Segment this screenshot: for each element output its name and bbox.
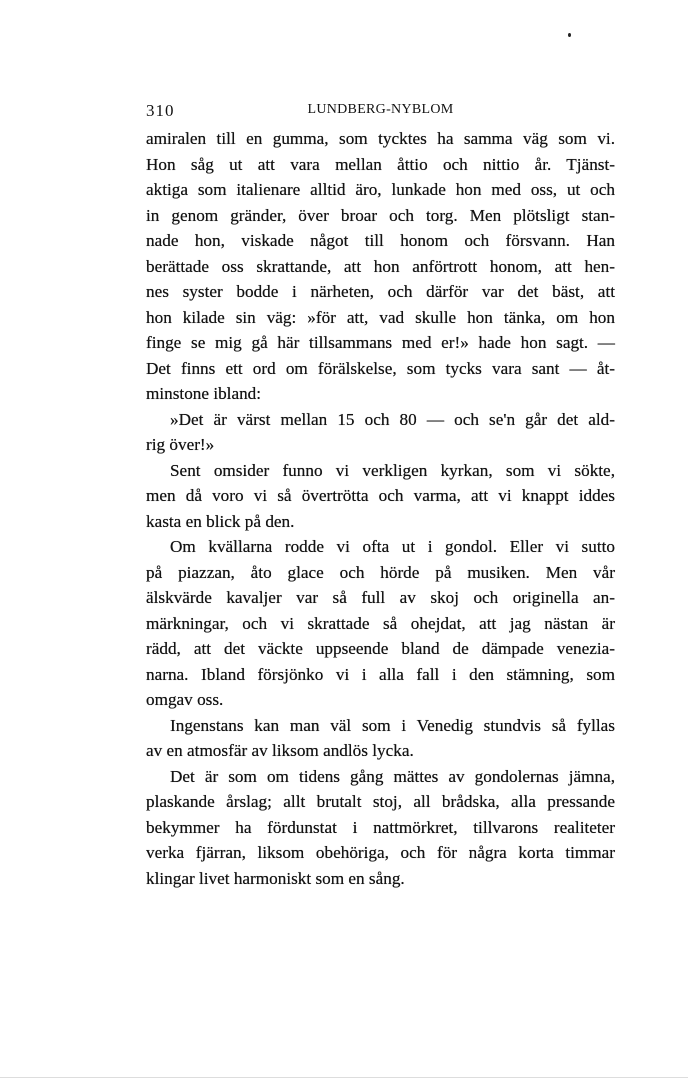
text-line: Det finns ett ord om förälskelse, som tycks vara sant — åt-	[146, 358, 615, 378]
text-line: älskvärde kavaljer var så full av skoj och originella an-	[146, 588, 615, 607]
text-line: omgav oss.	[146, 690, 224, 709]
text-line: hon kilade sin väg: »för att, vad skulle hon tänka, om hon	[146, 307, 615, 327]
text-line: amiralen till en gumma, som tycktes ha samma väg som vi.	[146, 129, 615, 148]
text-line: narna. Ibland försjönko vi i alla fall i den stämning, som	[146, 664, 615, 684]
text-line: bekymmer ha fördunstat i nattmörkret, tillvarons realiteter	[146, 817, 615, 837]
text-line: Om kvällarna rodde vi ofta ut i gondol. Eller vi sutto	[170, 537, 615, 556]
text-line: rädd, att det väckte uppseende bland de dämpade venezia-	[146, 639, 615, 658]
scan-speck	[568, 33, 571, 37]
text-line: in genom gränder, över broar och torg. Men plötsligt stan-	[146, 205, 615, 225]
text-line: klingar livet harmoniskt som en sång.	[146, 868, 405, 888]
text-line: kasta en blick på den.	[146, 511, 295, 531]
text-line: nes syster bodde i närheten, och därför var det bäst, att	[146, 282, 615, 301]
text-line: berättade oss skrattande, att hon anförtrott honom, att hen-	[146, 256, 615, 276]
text-line: av en atmosfär av liksom andlös lycka.	[146, 741, 414, 760]
text-line: verka fjärran, liksom obehöriga, och för några korta timmar	[146, 843, 615, 862]
page-number: 310	[146, 101, 175, 120]
text-line: Sent omsider funno vi verkligen kyrkan, som vi sökte,	[170, 460, 615, 480]
text-line: »Det är värst mellan 15 och 80 — och se'n går det ald-	[170, 409, 615, 429]
text-line: Hon såg ut att vara mellan åttio och nittio år. Tjänst-	[146, 154, 615, 174]
running-head: LUNDBERG-NYBLOM	[307, 102, 454, 117]
text-line: aktiga som italienare alltid äro, lunkade hon med oss, ut och	[146, 180, 615, 199]
text-line: plaskande årslag; allt brutalt stoj, all brådska, alla pressande	[146, 792, 615, 811]
text-line: märkningar, och vi skrattade så ohejdat, att jag nästan är	[146, 613, 615, 633]
text-line: Ingenstans kan man väl som i Venedig stundvis så fyllas	[170, 715, 615, 735]
text-line: minstone ibland:	[146, 384, 262, 403]
text-line: nade hon, viskade något till honom och försvann. Han	[146, 231, 615, 250]
body-text	[146, 126, 615, 891]
text-line: rig över!»	[146, 435, 215, 454]
page-header	[146, 101, 615, 125]
scan-edge-line	[0, 1077, 688, 1078]
text-line: finge se mig gå här tillsammans med er!» hade hon sagt. —	[146, 333, 615, 352]
text-line: men då voro vi så övertrötta och varma, att vi knappt iddes	[146, 486, 615, 505]
text-line: på piazzan, åto glace och hörde på musiken. Men vår	[146, 562, 615, 582]
text-line: Det är som om tidens gång mättes av gondolernas jämna,	[170, 766, 615, 786]
